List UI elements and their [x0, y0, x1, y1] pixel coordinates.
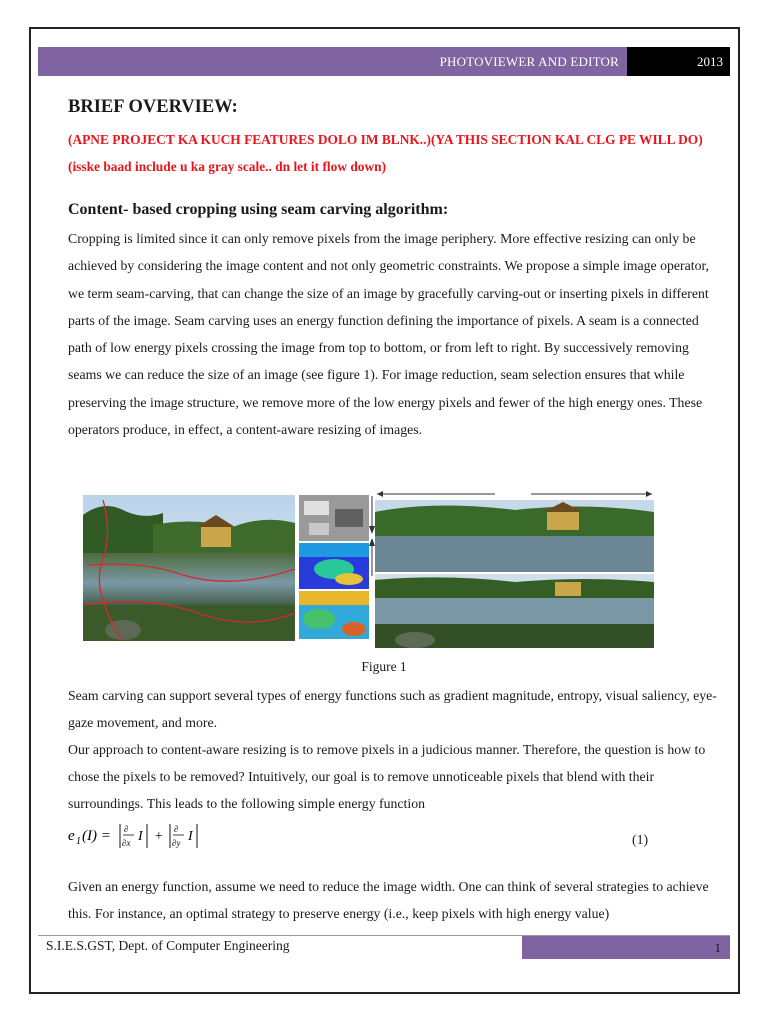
gradient-energy-map	[299, 495, 369, 541]
section-title: BRIEF OVERVIEW:	[68, 97, 238, 117]
figure-caption: Figure 1	[361, 659, 407, 674]
svg-text:I: I	[188, 829, 193, 844]
paragraph-energy-types: Seam carving can support several types of energy functions such as gradient magnitude, entropy, visual saliency, eye-gaze movement, and more.	[68, 688, 717, 730]
svg-text:e: e	[68, 828, 75, 844]
header-year-box	[627, 47, 730, 76]
svg-text:∂y: ∂y	[172, 838, 181, 848]
equation-number: (1)	[632, 832, 649, 847]
subsection-title: Content- based cropping using seam carving algorithm:	[68, 201, 449, 218]
svg-text:∂x: ∂x	[122, 838, 131, 848]
svg-text:1: 1	[76, 836, 81, 847]
page-number: 1	[714, 940, 721, 955]
energy-formula	[68, 820, 218, 855]
paragraph-energy-functions	[68, 682, 724, 817]
resized-photo-narrow	[375, 574, 654, 648]
document-body	[68, 94, 722, 443]
entropy-energy-map	[299, 591, 369, 639]
saliency-energy-map	[299, 543, 369, 589]
footer-bar	[522, 936, 730, 959]
footer-text: S.I.E.S.GST, Dept. of Computer Engineering	[46, 938, 290, 953]
paragraph-seam-carving: Cropping is limited since it can only remove pixels from the image periphery. More effective resizing can only be achieved by considering the image content and not only geometric constraints. We propose a simple image operator, we term seam-carving, that can change the size of an image by gracefully carving-out or inserting pixels in different parts of the image. Seam carving uses an energy function defining the importance of pixels. A seam is a connected path of low energy pixels crossing the image from top to bottom, or from left to right. By successively removing seams we can reduce the size of an image (see figure 1). For image reduction, seam selection ensures that while preserving the image structure, we remove more of the low energy pixels and fewer of the high energy ones. These operators produce, in effect, a content-aware resizing of images.	[68, 231, 709, 438]
original-photo-with-seams	[83, 495, 295, 641]
header-year: 2013	[697, 54, 723, 69]
paragraph-strategy: Given an energy function, assume we need to reduce the image width. One can think of several strategies to achieve this. For instance, an optimal strategy to preserve energy (i.e., keep pixels with high energy value)	[68, 879, 709, 921]
resized-photo-wide	[375, 490, 654, 572]
header-title: PHOTOVIEWER AND EDITOR	[439, 54, 619, 69]
energy-formula-svg	[68, 820, 218, 850]
paragraph-approach: Our approach to content-aware resizing is to remove pixels in a judicious manner. Therefore, the question is how to chose the pixels to be removed? Intuitively, our goal is to remove unnoticeable pixels that blend with their surroundings. This leads to the following simple energy function	[68, 742, 706, 811]
vertical-resize-arrows	[367, 496, 377, 576]
svg-text:∂: ∂	[174, 824, 179, 834]
header-bar	[38, 47, 627, 76]
figure-1	[83, 490, 654, 650]
svg-text:I: I	[138, 829, 143, 844]
svg-text:(I) =: (I) =	[82, 828, 111, 844]
svg-text:∂: ∂	[124, 824, 129, 834]
svg-text:+: +	[154, 829, 164, 844]
red-note: (APNE PROJECT KA KUCH FEATURES DOLO IM BLNK..)(YA THIS SECTION KAL CLG PE WILL DO) (isske baad include u ka gray scale.. dn let it flow down)	[68, 132, 703, 174]
